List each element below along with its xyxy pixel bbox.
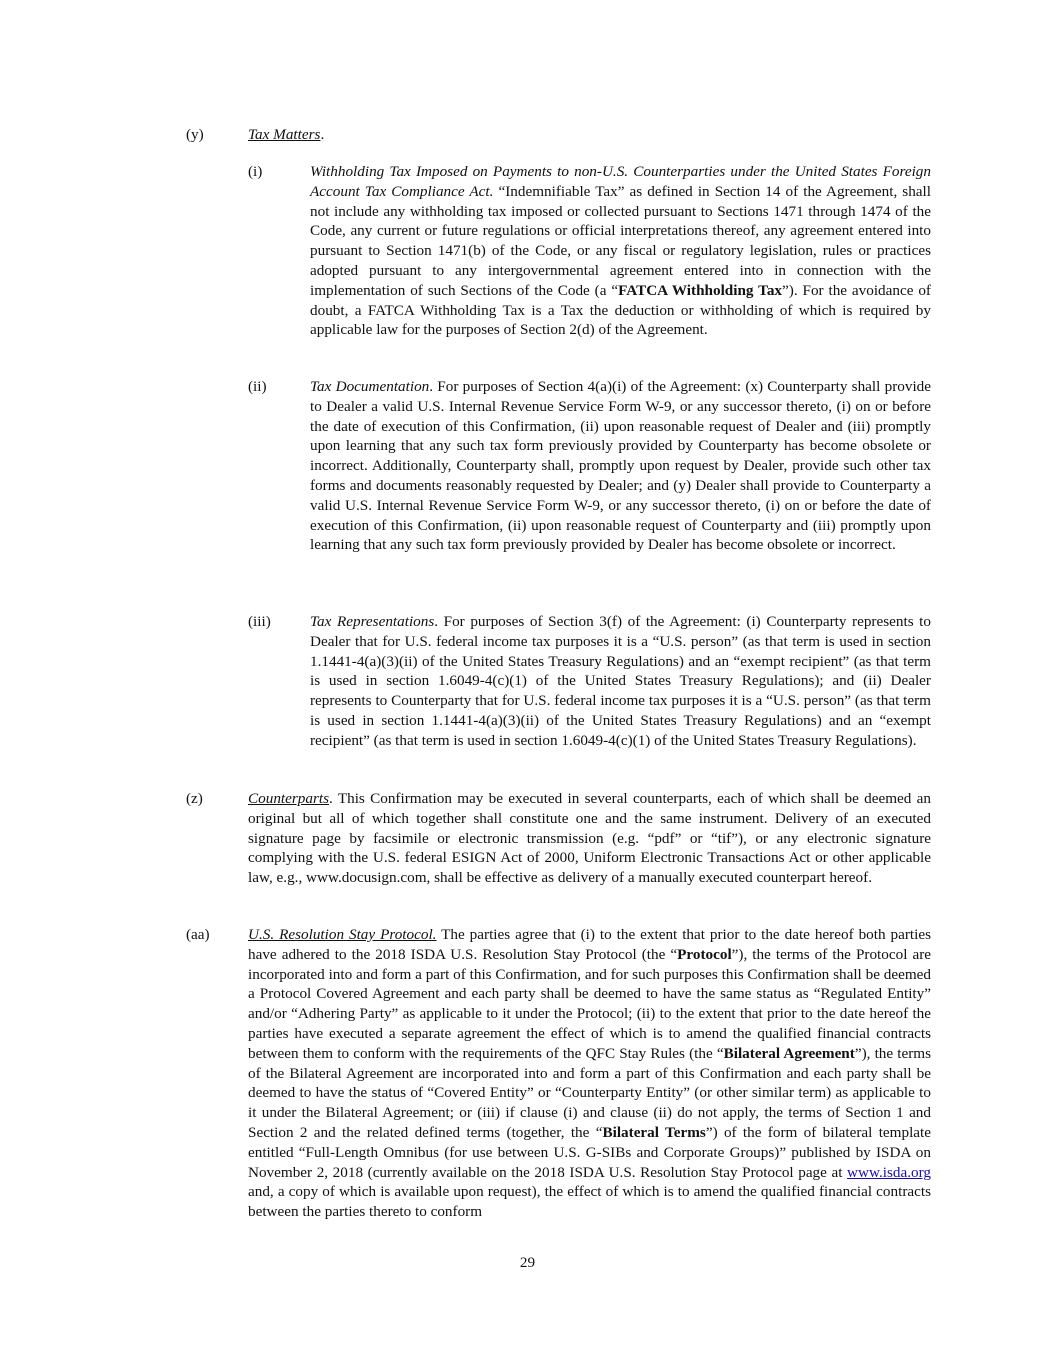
item-i-title: Withholding Tax Imposed on Payments to non-U.S. Counterparties under the United States Foreign Account Tax Compliance Act. (310, 163, 931, 200)
item-iii-label: (iii) (248, 613, 271, 630)
item-iii-body: Tax Representations. For purposes of Section 3(f) of the Agreement: (i) Counterparty represents to Dealer that for U.S. federal income tax purposes it is a “U.S. person” (as that term is used in section 1.1441-4(a)(3)(ii) of the United States Treasury Regulations) and an “exempt recipient” (as that term is used in section 1.6049-4(c)(1) of the United States Treasury Regulations); and (ii) Dealer represents to Counterparty that for U.S. federal income tax purposes it is a “U.S. person” (as that term is used in section 1.1441-4(a)(3)(ii) of the United States Treasury Regulations) and an “exempt recipient” (as that term is used in section 1.6049-4(c)(1) of the United States Treasury Regulations). (310, 613, 931, 749)
fatca-withholding-tax-term: FATCA Withholding Tax (618, 281, 783, 299)
item-i-body: Withholding Tax Imposed on Payments to non-U.S. Counterparties under the United States Foreign Account Tax Compliance Act. “Indemnifiable Tax” as defined in Section 14 of the Agreement, shall not include any withholding tax imposed or collected pursuant to Sections 1471 through 1474 of the Code, any current or future regulations or official interpretations thereof, any agreement entered into pursuant to Section 1471(b) of the Code, or any fiscal or regulatory legislation, rules or practices adopted pursuant to any intergovernmental agreement entered into in connection with the implementation of such Sections of the Code (a “FATCA Withholding Tax”). For the avoidance of doubt, a FATCA Withholding Tax is a Tax the deduction or withholding of which is required by applicable law for the purposes of Section 2(d) of the Agreement. (310, 163, 931, 339)
section-z-body: Counterparts. This Confirmation may be executed in several counterparts, each of which shall be deemed an original but all of which together shall constitute one and the same instrument. Delivery of an executed signature page by facsimile or electronic transmission (e.g. “pdf” or “tif”), or any electronic signature complying with the U.S. federal ESIGN Act of 2000, Uniform Electronic Transactions Act or other applicable law, e.g., www.docusign.com, shall be effective as delivery of a manually executed counterpart hereof. (248, 790, 931, 887)
item-ii-body: Tax Documentation. For purposes of Section 4(a)(i) of the Agreement: (x) Counterparty shall provide to Dealer a valid U.S. Internal Revenue Service Form W-9, or any successor thereto, (i) on or before the date of execution of this Confirmation, (ii) upon reasonable request of Dealer and (iii) promptly upon learning that any such tax form previously provided by Counterparty has become obsolete or incorrect. Additionally, Counterparty shall, promptly upon request by Dealer, provide such other tax forms and documents reasonably requested by Dealer; and (y) Dealer shall provide to Counterparty a valid U.S. Internal Revenue Service Form W-9, or any successor thereto, (i) on or before the date of execution of this Confirmation, (ii) upon reasonable request of Counterparty and (iii) promptly upon learning that any such tax form previously provided by Dealer has become obsolete or incorrect. (310, 378, 931, 554)
section-y-heading-text: Tax Matters (248, 126, 321, 143)
section-aa-heading: U.S. Resolution Stay Protocol. (248, 926, 437, 943)
item-ii-label: (ii) (248, 378, 267, 395)
page-number: 29 (519, 1254, 536, 1271)
section-z-label: (z) (186, 790, 203, 807)
section-z-heading: Counterparts (248, 790, 330, 807)
section-y-label: (y) (186, 126, 204, 143)
section-y-heading: Tax Matters. (248, 126, 325, 143)
isda-website-link[interactable]: www.isda.org (847, 1163, 931, 1181)
protocol-term: Protocol (677, 945, 732, 963)
bilateral-terms-term: Bilateral Terms (602, 1123, 706, 1141)
section-aa-label: (aa) (186, 926, 210, 943)
item-iii-title: Tax Representations (310, 613, 435, 630)
section-aa-body: U.S. Resolution Stay Protocol. The parties agree that (i) to the extent that prior to the date hereof both parties have adhered to the 2018 ISDA U.S. Resolution Stay Protocol (the “Protocol”), the terms of the Protocol are incorporated into and form a part of this Confirmation, and for such purposes this Confirmation shall be deemed a Protocol Covered Agreement and each party shall be deemed to have the same status as “Regulated Entity” and/or “Adhering Party” as applicable to it under the Protocol; (ii) to the extent that prior to the date hereof the parties have executed a separate agreement the effect of which is to amend the qualified financial contracts between them to conform with the requirements of the QFC Stay Rules (the “Bilateral Agreement”), the terms of the Bilateral Agreement are incorporated into and form a part of this Confirmation and each party shall be deemed to have the status of “Covered Entity” or “Counterparty Entity” (or other similar term) as applicable to it under the Bilateral Agreement; or (iii) if clause (i) and clause (ii) do not apply, the terms of Section 1 and Section 2 and the related defined terms (together, the “Bilateral Terms”) of the form of bilateral template entitled “Full-Length Omnibus (for use between U.S. G-SIBs and Corporate Groups)” published by ISDA on November 2, 2018 (currently available on the 2018 ISDA U.S. Resolution Stay Protocol page at www.isda.org and, a copy of which is available upon request), the effect of which is to amend the qualified financial contracts between the parties thereto to conform (248, 926, 932, 1221)
item-ii-title: Tax Documentation (310, 378, 430, 395)
item-i-label: (i) (248, 163, 263, 180)
bilateral-agreement-term: Bilateral Agreement (723, 1044, 855, 1062)
